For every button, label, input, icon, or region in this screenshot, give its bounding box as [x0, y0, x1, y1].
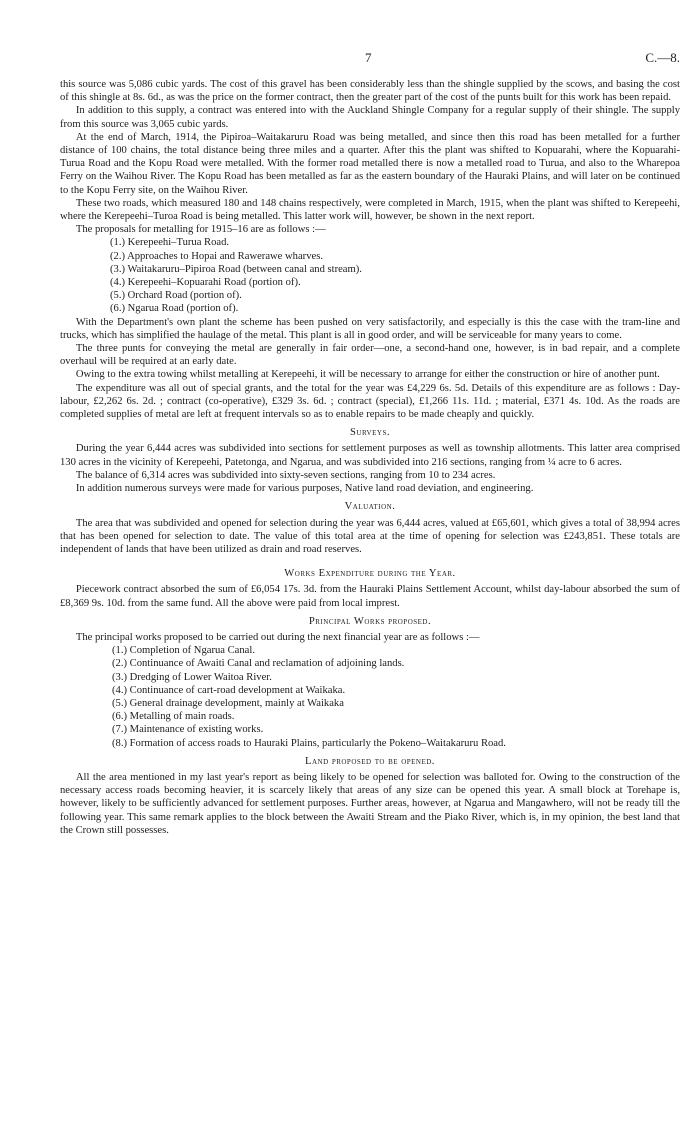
list-item: (2.) Continuance of Awaiti Canal and reclamation of adjoining lands.: [112, 658, 405, 670]
section-heading-land-proposed: Land proposed to be opened.: [305, 755, 435, 767]
paragraph: With the Department's own plant the scheme has been pushed on very satisfactorily, and especially is this the case with the tram-line and trucks, which has simplified the haulage of the metal. This plant is all in good order, and will be serviceable for many years to come.: [60, 316, 680, 341]
list-item: (1.) Kerepeehi–Turua Road.: [110, 237, 230, 249]
principal-works-list: [60, 644, 680, 750]
list-item: (4.) Kerepeehi–Kopuarahi Road (portion of).: [110, 277, 301, 289]
paragraph: In addition numerous surveys were made for various purposes, Native land road deviation, and engineering.: [75, 483, 534, 495]
paragraph: The three punts for conveying the metal are generally in fair order—one, a second-hand one, however, is in bad repair, and a complete overhaul will be required at an early date.: [60, 343, 680, 368]
list-item: (3.) Waitakaruru–Pipiroa Road (between canal and stream).: [110, 263, 362, 275]
section-heading-surveys: Surveys.: [350, 427, 390, 439]
paragraph: this source was 5,086 cubic yards. The cost of this gravel has been considerably less than the shingle supplied by the scows, and basing the cost of this shingle at 8s. 6d., as was the price on the former contract, then the greater part of the cost of the punts built for this work has been repaid.: [60, 79, 680, 104]
list-item: (6.) Ngarua Road (portion of).: [110, 303, 239, 315]
document-reference: C.—8.: [645, 50, 680, 65]
spacer: [60, 556, 680, 562]
document-body: [60, 78, 680, 837]
list-item: (4.) Continuance of cart-road development at Waikaka.: [112, 684, 346, 696]
metalling-proposals-list: [60, 236, 680, 315]
paragraph: The principal works proposed to be carried out during the next financial year are as follows :—: [75, 631, 480, 643]
list-item: (6.) Metalling of main roads.: [112, 711, 235, 723]
list-item: (3.) Dredging of Lower Waitoa River.: [112, 671, 272, 683]
list-item: (7.) Maintenance of existing works.: [112, 724, 264, 736]
paragraph: Owing to the extra towing whilst metalling at Kerepeehi, it will be necessary to arrange for either the construction or hire of another punt.: [75, 369, 660, 381]
paragraph: All the area mentioned in my last year's report as being likely to be opened for selection was balloted for. Owing to the construction of the necessary access roads becoming heavier, it is scarcely likely that areas of any size can be opened this year. A small block at Torehape is, however, likely to be sufficiently advanced for settlement purposes. Further areas, however, at Ngarua and Mangawhero, will not be ready till the following year. This same remark applies to the block between the Awaiti Stream and the Piako River, which is, in my opinion, the best land that the Crown still possesses.: [60, 771, 680, 836]
paragraph: These two roads, which measured 180 and 148 chains respectively, were completed in March, 1915, when the plant was shifted to Kerepeehi, where the Kerepeehi–Turoa Road is being metalled. This latter work will, however, be shown in the next report.: [60, 197, 680, 223]
page-header: [60, 50, 680, 70]
paragraph: Piecework contract absorbed the sum of £6,054 17s. 3d. from the Hauraki Plains Settlement Account, whilst day-labour absorbed the sum of £8,369 9s. 10d. from the same fund. All the above were paid from local imprest.: [60, 584, 680, 609]
list-item: (5.) Orchard Road (portion of).: [110, 290, 242, 302]
document-page: [60, 50, 680, 837]
section-heading-principal-works: Principal Works proposed.: [308, 615, 432, 627]
paragraph: The expenditure was all out of special grants, and the total for the year was £4,229 6s. 5d. Details of this expenditure are as follows : Day-labour, £2,262 6s. 2d. ; contract (co-operative), £329 3s. 6d. ; contract (special), £1,266 11s. 11d. ; material, £371 4s. 10d. As the roads are completed supplies of metal are left at frequent intervals so as to enable repairs to be made cheaply and quickly.: [60, 382, 680, 421]
paragraph: During the year 6,444 acres was subdivided into sections for settlement purposes as well as township allotments. This latter area comprised 130 acres in the vicinity of Kerepeehi, Patetonga, and Ngarua, and was subdivided into 216 sections, ranging from ¼ acre to 6 acres.: [60, 443, 680, 468]
paragraph: The proposals for metalling for 1915–16 are as follows :—: [75, 224, 326, 236]
page-number: 7: [365, 50, 372, 65]
paragraph: The balance of 6,314 acres was subdivided into sixty-seven sections, ranging from 10 to 234 acres.: [75, 469, 496, 481]
list-item: (8.) Formation of access roads to Hauraki Plains, particularly the Pokeno–Waitakaruru Road.: [112, 737, 506, 749]
paragraph: In addition to this supply, a contract was entered into with the Auckland Shingle Company for a regular supply of their shingle. The supply from this source was 3,065 cubic yards.: [60, 105, 680, 130]
paragraph: At the end of March, 1914, the Pipiroa–Waitakaruru Road was being metalled, and since then this road has been metalled for a further distance of 100 chains, the total distance being three miles and a quarter. After this the plant was shifted to Kopuarahi, where the Kopuarahi-Turua Road and the Kopu Road were metalled. With the former road metalled there is now a metalled road to Turua, and also to the Wharepoa Ferry on the Waihou River. The Kopu Road has been metalled as far as the eastern boundary of the Hauraki Plains, and will later on be continued to the Kopu Ferry site, on the Waihou River.: [60, 131, 680, 196]
section-heading-works-expenditure: Works Expenditure during the Year.: [284, 568, 456, 580]
list-item: (5.) General drainage development, mainly at Waikaka: [112, 697, 344, 709]
list-item: (2.) Approaches to Hopai and Rawerawe wharves.: [110, 250, 323, 262]
section-heading-valuation: Valuation.: [344, 501, 396, 513]
paragraph: The area that was subdivided and opened for selection during the year was 6,444 acres, valued at £65,601, which gives a total of 38,994 acres that has been opened for selection to date. The value of this total area at the time of opening for selection was £243,851. These totals are independent of lands that have been utilized as drain and road reserves.: [60, 517, 680, 555]
list-item: (1.) Completion of Ngarua Canal.: [112, 645, 255, 657]
